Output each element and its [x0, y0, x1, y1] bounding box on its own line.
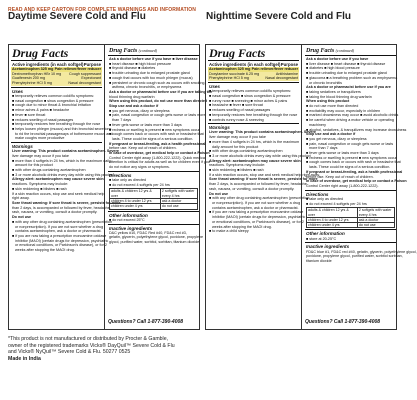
disclaimer-footer	[8, 336, 208, 362]
warning-line: ■ pain, nasal congestion or cough gets worse or lasts	[306, 141, 394, 146]
use-line: ■ controls runny nose & sneezing	[209, 117, 264, 122]
warning-line: Ask a doctor or pharmacist before use if you are	[306, 85, 391, 90]
use-line: ■ cough due to minor throat & bronchial irritation	[12, 103, 91, 108]
daytime-title: Daytime Severe Cold and Flu	[8, 11, 146, 22]
warning-line: Ask a doctor or pharmacist before use if you are taking the	[109, 89, 213, 94]
nighttime-title: Nighttime Severe Cold and Flu	[206, 11, 352, 22]
warning-line: lasts. These could be signs of a serious condition.	[309, 165, 391, 170]
inactive-ingredients-heading: Inactive ingredients	[305, 242, 396, 249]
age-group: adults & children 12 yrs & over	[110, 189, 161, 198]
warning-line: asthma, chronic bronchitis, or emphysema	[112, 85, 182, 90]
ingredient-name: Acetaminophen 325 mg	[209, 67, 251, 71]
purpose-label: Purpose	[83, 62, 101, 67]
warning-line: ■ trouble urinating due to enlarged prostate gland	[109, 71, 190, 76]
warning-line: Control Center right away (1-800-222-1222). Quick medical	[109, 155, 206, 160]
warning-line: ■ with any other drug containing acetaminophen (prescription	[209, 196, 310, 201]
inactive-ingredients-list	[305, 249, 417, 264]
disclaimer-line: *This product is not manufactured or distributed by Procter & Gamble,	[8, 336, 169, 342]
dose: do not use	[358, 223, 376, 228]
direction-line: ■ do not exceed 4 softgels per 24 hrs	[109, 182, 170, 187]
warning-line: weeks after stopping the MAOI drug.	[15, 248, 75, 253]
active-ingredients-list	[208, 67, 299, 81]
warning-line: rash, nausea, or vomiting, consult a doctor promptly.	[209, 186, 295, 191]
warning-line: ■ more than 4 softgels in 24 hrs, which is the maximum daily	[12, 158, 111, 163]
warning-line: ■ to make a child sleepy	[209, 229, 249, 234]
warning-line: Stop use and ask a doctor if	[109, 104, 159, 109]
drug-facts-continued-heading	[108, 47, 199, 56]
warning-line: blood thinning drug warfarin	[109, 94, 155, 99]
inactive-line: titanium dioxide	[306, 259, 332, 263]
warning-line: If pregnant or breast-feeding, ask a health professional	[109, 141, 206, 146]
drug-facts-title: Drug Facts	[109, 48, 138, 54]
warning-line: Control Center right away (1-800-222-1222).	[306, 183, 379, 188]
warning-line: In case of overdose, get medical help or contact a Poison	[306, 179, 407, 184]
warning-line: attention is critical for adults as well as for children even if you	[109, 160, 210, 165]
warning-line: Sore throat warning: If sore throat is severe, persists for more	[209, 177, 318, 182]
warning-line: more than 7 days	[309, 146, 338, 151]
age-group: children under 4 yrs	[110, 204, 161, 208]
other-information-list	[305, 237, 396, 242]
ingredient-name: Dextromethorphan HBr 10 mg	[12, 71, 62, 76]
ingredient-purpose: Pain reliever/fever reducer	[54, 67, 101, 71]
drug-facts-heading: Drug Facts	[209, 46, 266, 60]
use-line: ■ reduces swelling of nasal passages	[209, 108, 271, 113]
active-ingredients-label: Active ingredients (in each softgel)	[209, 62, 281, 67]
dose: ask a doctor	[161, 199, 182, 204]
warning-line: ■ marked drowsiness may occur ■ avoid alcoholic drinks	[306, 113, 399, 118]
warning-line: or nonprescription). If you are not sure whether a drug	[15, 224, 104, 229]
warning-line: ■ be careful when driving a motor vehicle or operating	[306, 118, 394, 123]
warning-line: do not notice any signs or symptoms.	[109, 165, 170, 170]
warning-line: daily amount for this product	[212, 144, 259, 149]
ingredient-purpose: Nasal decongestant	[265, 76, 298, 81]
warning-line: ■ glaucoma ■ a breathing problem such as emphysema	[306, 75, 398, 80]
ingredient-name: Doxylamine succinate 6.25 mg	[209, 71, 260, 76]
continued-label: (continued)	[335, 48, 355, 53]
warning-line: amount for this product	[15, 163, 53, 168]
warning-line: ■ pain, nasal congestion or cough gets worse or lasts more	[109, 113, 206, 118]
use-line: ■ temporarily restores free breathing through the nose	[209, 112, 298, 117]
dose: ask a doctor	[358, 217, 379, 222]
inactive-ingredients-list	[108, 230, 204, 245]
warning-line: weeks after stopping the MAOI drug.	[212, 224, 272, 229]
warning-line: ■ diabetes ■ high blood pressure	[306, 66, 360, 71]
other-information-heading: Other information	[108, 211, 199, 218]
directions-list	[108, 178, 199, 187]
active-ingredients-header	[11, 60, 102, 67]
direction-line: ■ take only as directed	[109, 178, 147, 183]
warning-line: ■ redness or swelling is present ■ new symptoms occur	[306, 155, 397, 160]
warnings-heading: Warnings	[11, 142, 102, 149]
warning-line: ■ cough comes back or occurs with rash or headache that	[109, 132, 204, 137]
warning-line: Allergy alert: acetaminophen may cause severe skin	[12, 177, 104, 182]
directions-heading: Directions	[108, 171, 199, 178]
age-group: adults & children 12 yrs & over	[307, 208, 358, 217]
warning-line: If pregnant or breast-feeding, ask a health professional	[306, 169, 403, 174]
warning-line: Sore throat warning: If sore throat is severe, persists for more	[12, 200, 121, 205]
warning-line: ■ fever gets worse or lasts more than 3 days	[109, 122, 182, 127]
inactive-line: gelatin, glycerin, polyethylene glycol, povidone, propylene	[109, 235, 204, 240]
warning-line: liver damage may occur if you take	[12, 153, 69, 158]
dose: 2 softgels with water every 4 hrs	[358, 208, 392, 217]
warning-line: When using this product, do not use more than directed	[109, 99, 208, 104]
active-ingredients-header	[208, 60, 299, 67]
warning-line: In case of overdose, get medical help or contact a Poison	[109, 151, 210, 156]
warning-line: ■ heart disease ■ high blood pressure	[109, 61, 172, 66]
ingredient-purpose: Pain reliever/fever reducer	[251, 67, 298, 71]
warning-line: ■ with any other drug containing acetaminophen (prescription	[12, 219, 113, 224]
warning-line: ■ trouble urinating due to enlarged prostate gland	[306, 71, 387, 76]
warning-line: ■ cough comes back or occurs with rash or headache that	[306, 160, 401, 165]
direction-line: ■ take only as directed	[306, 196, 344, 201]
ingredient-purpose: Nasal decongestant	[68, 81, 101, 86]
nighttime-column-2	[303, 45, 417, 329]
warning-line: ■ taking sedatives or tranquilizers	[306, 89, 361, 94]
drug-facts-title: Drug Facts	[306, 48, 335, 54]
active-ingredients-list	[11, 67, 102, 86]
ingredient-purpose: Cough suppressant	[69, 71, 101, 76]
warning-line: or emotional conditions, or Parkinson's disease), or for 2	[15, 243, 107, 248]
warning-line: reactions. Symptoms may include:	[209, 163, 266, 168]
warning-line: liver damage may occur if you take	[209, 135, 266, 140]
warning-line: If a skin reaction occurs, stop use and seek medical help	[12, 191, 105, 196]
use-line: ■ temporarily restores free breathing through the nose	[12, 122, 101, 127]
daytime-drug-facts-panel	[8, 44, 213, 330]
warning-line: ■ 3 or more alcoholic drinks every day while using this product	[209, 153, 311, 158]
age-group: children 4 to under 12 yrs	[307, 218, 358, 222]
warning-line: right away.	[12, 196, 30, 201]
disclaimer-line: owner of the registered trademarks Vicks® DayQuil™ Severe Cold & Flu	[8, 342, 175, 349]
drug-facts-continued-heading	[305, 47, 396, 56]
active-ingredient-row	[208, 76, 299, 81]
ingredient-name: Phenylephrine HCl 5 mg	[209, 76, 249, 81]
uses-heading: Uses	[208, 82, 299, 89]
other-info-line: ■ do not exceed 25°C	[109, 217, 145, 222]
dose: 2 softgels with water every 4 hrs	[161, 189, 195, 198]
inactive-line: FD&C blue #1, FD&C red #40, gelatin, glycerin, polyethylene glycol,	[306, 249, 417, 254]
age-group: children 4 to under 12 yrs	[110, 199, 161, 203]
warning-line: ■ fever gets worse or lasts more than 3 days	[306, 151, 379, 156]
warning-line: rash, nausea, or vomiting, consult a doctor promptly.	[12, 210, 98, 215]
inactive-line: glycol, purified water, sorbitol, sorbitan, titanium dioxide	[109, 240, 200, 245]
disclaimer-line: and Vicks® NyQuil™ Severe Cold & Flu. 50277 0525	[8, 349, 131, 356]
warning-line: contains acetaminophen, ask a doctor or pharmacist.	[212, 205, 299, 210]
nighttime-drug-facts-panel	[205, 44, 417, 330]
dosage-table	[109, 188, 198, 209]
warning-line: ■ do not use more than directed	[306, 104, 359, 109]
warning-line: Ask a doctor before use if you have	[306, 57, 369, 61]
daytime-column-2	[106, 45, 213, 329]
use-line: ■ headache ■ fever ■ sore throat	[209, 103, 263, 108]
warning-line: ■ more than 4 softgels in 24 hrs, which is the maximum	[209, 139, 300, 144]
warning-line: Stop use and ask a doctor if	[306, 132, 356, 137]
warning-line: ■ you get nervous, dizzy or sleepless	[109, 108, 170, 113]
warning-line: Liver warning: This product contains acetaminophen. Severe	[12, 149, 119, 154]
warning-line: reactions. Symptoms may include:	[12, 182, 69, 187]
active-ingredient-row	[11, 81, 102, 86]
inactive-line: povidone, propylene glycol, purified water, sorbitol sorbitan,	[306, 254, 403, 259]
carton-notice: READ AND KEEP CARTON FOR COMPLETE WARNINGS AND INFORMATION	[8, 7, 196, 13]
use-line: ■ runny nose ■ sneezing ■ minor aches & pains	[209, 98, 288, 103]
questions-phone: Questions? Call 1-877-390-4008	[108, 319, 184, 325]
directions-list	[305, 197, 396, 206]
warning-line: before use. Keep out of reach of children.	[306, 174, 374, 179]
warning-line: ■ with other drugs containing acetaminophen	[209, 149, 283, 154]
dosage-row	[307, 223, 394, 227]
ingredient-name: Guaifenesin 200 mg	[12, 76, 46, 81]
warnings-heading: Warnings	[208, 123, 299, 130]
use-line: ■ minor aches & pains ■ headache	[12, 108, 70, 113]
use-line: ■ temporarily relieves common cold/flu symptoms:	[209, 89, 291, 94]
warning-line: inhibitor (MAOI) (certain drugs for depression, psychiatric	[15, 238, 109, 243]
use-line: ■ helps loosen phlegm (mucus) and thin bronchial secretions	[12, 126, 112, 131]
other-info-line: ■ store at 20-25°C	[306, 236, 337, 241]
uses-list	[11, 94, 113, 141]
warning-line: ■ cough that occurs with too much phlegm (mucus)	[109, 75, 193, 80]
warning-line: or emotional conditions, or Parkinson's disease), or for 2	[212, 219, 304, 224]
warning-line: Allergy alert: acetaminophen may cause severe skin	[209, 158, 301, 163]
warning-line: ■ 3 or more alcoholic drinks every day while using this product	[12, 172, 114, 177]
warning-line: ■ liver disease ■ heart disease ■ thyroid disease	[306, 61, 386, 66]
use-line: ■ fever ■ sore throat	[12, 112, 46, 117]
other-information-list	[108, 218, 199, 223]
warning-line: ■ redness or swelling is present ■ new symptoms occur	[109, 127, 200, 132]
warning-line: When using this product	[306, 99, 350, 104]
made-in-label: Made in India	[8, 355, 41, 362]
purpose-label: Purpose	[280, 62, 298, 67]
uses-heading: Uses	[11, 87, 102, 94]
use-line: make coughs more productive	[15, 136, 65, 141]
warning-line: or nonprescription). If you are not sure whether a drug	[212, 200, 301, 205]
warning-line: ■ taking the blood thinning drug warfarin	[306, 94, 372, 99]
warning-line: ■ thyroid disease ■ diabetes	[109, 66, 156, 71]
warning-line: ■ if you are now taking a prescription monoamine oxidase	[12, 233, 107, 238]
use-line: to rid the bronchial passageways of bothersome mucus and	[15, 131, 113, 136]
warning-line: or chronic bronchitis	[309, 80, 342, 85]
other-information-heading: Other information	[305, 229, 396, 236]
ingredient-name: Phenylephrine HCl 5 mg	[12, 81, 52, 86]
use-line: ■ nasal congestion ■ sinus congestion & pressure	[12, 98, 94, 103]
use-line: ■ nasal congestion ■ sinus congestion & pressure	[209, 94, 291, 99]
ingredient-name: Acetaminophen 325 mg	[12, 67, 54, 71]
warning-line: lasts. These could be signs of a serious condition.	[112, 136, 194, 141]
warning-line: ■ if you are now taking a prescription monoamine oxidase	[209, 210, 304, 215]
dosage-row	[110, 189, 197, 199]
warning-line: inhibitor (MAOI) (certain drugs for depression, psychiatric	[212, 215, 306, 220]
warning-line: before use. Keep out of reach of children.	[109, 146, 177, 151]
warning-line: Ask a doctor before use if you have ■ liver disease	[109, 57, 198, 61]
dosage-table	[306, 207, 395, 228]
dose: do not use	[161, 204, 179, 209]
warning-line: ■ you get nervous, dizzy or sleepless	[306, 136, 367, 141]
warning-line: ■ with other drugs containing acetaminophen	[12, 168, 86, 173]
inactive-line: D&C yellow #10, FD&C Red #40, FD&C red #3,	[109, 230, 187, 235]
inactive-ingredients-heading: Inactive ingredients	[108, 224, 199, 231]
continued-warnings-list	[305, 57, 407, 189]
uses-list	[208, 89, 299, 122]
warning-line: ■ persistent or chronic cough such as occurs with smoking,	[109, 80, 206, 85]
warning-line: Liver warning: This product contains acetaminophen. Severe	[209, 130, 316, 135]
warning-line: contains acetaminophen, ask a doctor or pharmacist.	[15, 229, 102, 234]
use-line: ■ temporarily relieves common cold/flu symptoms:	[12, 94, 94, 99]
warning-line: than 2 days, is accompanied or followed by fever, headache,	[209, 182, 308, 187]
warning-line: machinery	[309, 122, 327, 127]
warning-line: ■ alcohol, sedatives, & tranquilizers may increase drowsiness	[306, 127, 407, 132]
warning-line: ■ skin reddening ■ blisters ■ rash	[12, 186, 67, 191]
ingredient-purpose: Expectorant	[81, 76, 101, 81]
drug-facts-heading: Drug Facts	[12, 46, 69, 60]
active-ingredients-label: Active ingredients (in each softgel)	[12, 62, 84, 67]
questions-phone: Questions? Call 1-877-390-4008	[305, 319, 381, 325]
warning-line: Do not use	[209, 191, 229, 196]
warning-line: than 7 days	[112, 118, 132, 123]
direction-line: ■ do not exceed 4 softgels per 24 hrs	[306, 201, 367, 206]
dosage-row	[110, 204, 197, 208]
age-group: children under 4 yrs	[307, 223, 358, 227]
warning-line: than 2 days, is accompanied or followed by fever, headache,	[12, 205, 111, 210]
directions-heading: Directions	[305, 190, 396, 197]
continued-label: (continued)	[138, 48, 158, 53]
warning-line: If a skin reaction occurs, stop use and seek medical help right away.	[209, 172, 321, 177]
disclaimer-text	[8, 336, 208, 356]
ingredient-purpose: Antihistamine	[275, 71, 298, 76]
warning-line: ■ skin reddening ■ blisters ■ rash	[209, 168, 264, 173]
warning-line: Do not use	[12, 215, 32, 220]
use-line: ■ reduces swelling of nasal passages	[12, 117, 74, 122]
continued-warnings-list	[108, 57, 213, 170]
warning-line: ■ excitability may occur, especially in children	[306, 108, 381, 113]
dosage-row	[307, 208, 394, 218]
